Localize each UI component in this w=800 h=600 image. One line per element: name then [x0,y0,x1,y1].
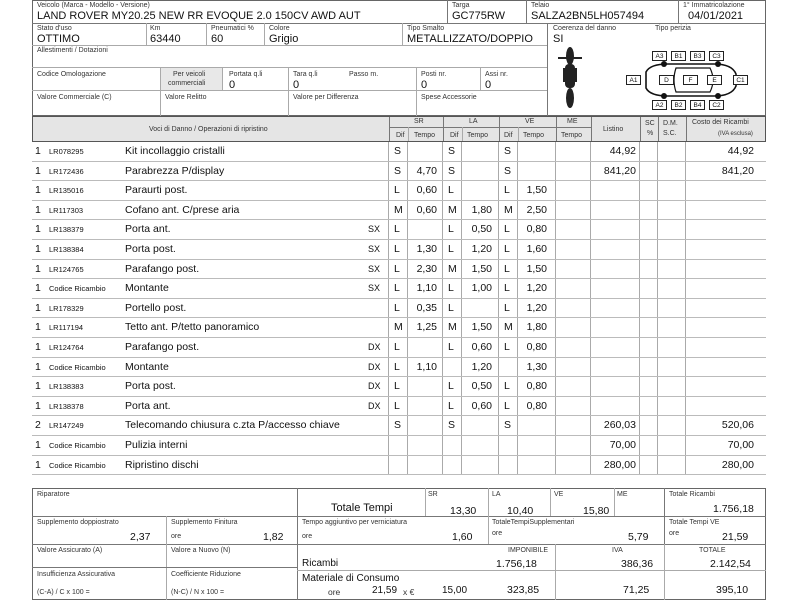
table-row[interactable] [32,201,766,221]
label-total-ve: Totale Tempi VE [669,519,720,526]
table-row[interactable] [32,279,766,299]
item-parts-cost: 44,92 [727,145,754,157]
seats: 0 [421,79,428,91]
item-side: SX [368,263,381,274]
item-code: LR147249 [49,421,84,431]
item-code: LR135016 [49,186,84,196]
item-sr-time: 2,30 [416,262,437,275]
item-ve-time: 1,50 [526,184,547,197]
item-sr-dif: L [394,282,400,295]
cons-iva: 71,25 [623,584,650,596]
item-ve-time: 1,50 [526,262,547,275]
table-row[interactable] [32,318,766,338]
header-la: LA [469,118,478,125]
header-ve-tempo: Tempo [523,132,545,139]
label-ore-supp: ore [492,530,503,537]
item-description: Porta post. [125,380,176,393]
zone-a2[interactable]: A2 [652,100,667,110]
item-la-dif: L [448,301,454,314]
item-qty: 1 [35,262,41,275]
zone-a1[interactable]: A1 [626,75,641,85]
totale: 2.142,54 [710,558,751,570]
condition-paint: METALLIZZATO/DOPPIO [407,33,533,45]
header-sc-pct: % [647,130,654,137]
label-model: Veicolo (Marca - Modello - Versione) [37,2,150,9]
vehicle-registration: 04/01/2021 [688,10,744,22]
label-la-total: LA [492,491,501,498]
label-tires: Pneumatici % [211,25,254,32]
label-supp-total: TotaleTempiSupplementari [492,519,575,526]
items-table-body [32,142,766,475]
item-side: DX [368,341,381,352]
vehicle-model: LAND ROVER MY20.25 NEW RR EVOQUE 2.0 150CV AWD AUT [37,10,361,22]
header-ve-dif: Dif [504,132,513,139]
axles: 0 [485,79,492,91]
label-difference: Valore per Differenza [293,94,359,101]
label-accessories: Spese Accessorie [421,94,477,101]
iva: 386,36 [621,558,654,570]
item-sr-time: 0,60 [416,184,437,197]
item-ve-time: 2,50 [526,203,547,216]
item-code: LR117194 [49,323,84,333]
header-me-tempo: Tempo [561,132,583,139]
item-sr-dif: M [394,321,403,334]
header-voci: Voci di Danno / Operazioni di ripristino [149,126,268,133]
item-side: DX [368,381,381,392]
item-la-dif: M [448,321,457,334]
supp-finish: 1,82 [263,531,284,543]
item-la-dif: S [448,145,456,157]
item-la-dif: L [448,223,454,236]
item-code: LR138379 [49,225,84,235]
label-reduction: Coefficiente Riduzione [171,571,241,578]
item-la-time: 1,20 [471,360,492,373]
item-description: Tetto ant. P/tetto panoramico [125,321,260,334]
item-list-price: 841,20 [603,164,636,177]
condition-km: 63440 [150,33,181,45]
item-ve-time: 0,80 [526,340,547,353]
item-la-dif: L [448,282,454,295]
item-description: Telecomando chiusura c.zta P/accesso chiave [125,419,340,432]
item-sr-time: 0,60 [416,203,437,216]
item-description: Paraurti post. [125,184,188,197]
item-ve-dif: S [504,419,512,432]
item-sr-dif: L [394,301,400,314]
item-la-time: 1,00 [471,282,492,295]
label-fittings: Allestimenti / Dotazioni [37,47,108,54]
item-code: LR124765 [49,264,84,274]
item-list-price: 280,00 [603,458,636,471]
label-ve-total: VE [554,491,564,498]
supp-double: 2,37 [130,531,151,543]
item-description: Portello post. [125,301,187,314]
item-description: Kit incollaggio cristalli [125,145,225,157]
label-totale: TOTALE [699,547,726,554]
item-qty: 1 [35,380,41,393]
item-qty: 1 [35,360,41,373]
item-description: Parafango post. [125,340,200,353]
item-parts-cost: 841,20 [721,164,754,177]
header-dm: D.M. [663,120,678,127]
zone-b1[interactable]: B1 [671,51,686,61]
zone-a3[interactable]: A3 [652,51,667,61]
item-code: LR117303 [49,205,84,215]
item-la-time: 1,20 [471,242,492,255]
item-description: Parabrezza P/display [125,164,225,177]
zone-c2[interactable]: C2 [709,100,724,110]
label-tare: Tara q.li [293,71,318,78]
label-supp-finish: Supplemento Finitura [171,519,238,526]
item-sr-dif: M [394,203,403,216]
item-qty: 1 [35,438,41,451]
item-code: LR078295 [49,147,84,156]
item-ve-time: 1,60 [526,242,547,255]
tare: 0 [293,79,300,91]
item-la-time: 0,50 [471,223,492,236]
item-la-dif: L [448,399,454,412]
item-qty: 1 [35,223,41,236]
table-row[interactable] [32,377,766,397]
item-code: LR172436 [49,166,84,176]
item-sr-dif: S [394,145,402,157]
item-code: Codice Ricambio [49,460,106,470]
item-sr-dif: L [394,380,400,393]
item-ve-dif: L [504,399,510,412]
item-list-price: 44,92 [609,145,636,157]
item-la-dif: L [448,184,454,197]
label-chassis: Telaio [531,2,550,9]
item-code: LR124764 [49,342,84,352]
label-color: Colore [269,25,290,32]
item-side: SX [368,224,381,235]
sr-total: 13,30 [450,505,477,517]
cons-imponibile: 323,85 [507,584,540,596]
item-ve-time: 1,20 [526,301,547,314]
item-la-time: 0,60 [471,399,492,412]
item-ve-dif: L [504,340,510,353]
item-sr-time: 1,10 [416,282,437,295]
item-qty: 1 [35,242,41,255]
supp-total: 5,79 [628,531,649,543]
item-la-time: 1,80 [471,203,492,216]
label-plate: Targa [452,2,470,9]
item-ve-time: 1,30 [526,360,547,373]
item-qty: 2 [35,419,41,432]
label-ore-extra: ore [302,533,313,540]
item-qty: 1 [35,203,41,216]
item-code: Codice Ricambio [49,362,106,372]
item-qty: 1 [35,458,41,471]
header-me: ME [567,118,578,125]
item-la-dif: M [448,203,457,216]
table-row[interactable] [32,181,766,201]
item-qty: 1 [35,164,41,177]
item-sr-dif: L [394,184,400,197]
item-la-time: 1,50 [471,262,492,275]
table-row[interactable] [32,397,766,417]
label-commercial-1: Per veicoli [173,71,206,78]
item-parts-cost: 70,00 [727,438,754,451]
item-ve-time: 1,80 [526,321,547,334]
motorcycle-icon [550,44,590,112]
item-sr-dif: L [394,223,400,236]
zone-c1[interactable]: C1 [733,75,748,85]
item-description: Montante [125,282,169,295]
header-costo-iva: (IVA esclusa) [718,131,753,137]
item-sr-time: 1,10 [416,360,437,373]
label-supp-double: Supplemento doppiostrato [37,519,119,526]
item-la-dif: S [448,419,456,432]
extra-time: 1,60 [452,531,473,543]
item-sr-dif: S [394,164,402,177]
label-capacity: Portata q.li [229,71,263,78]
label-repairer: Riparatore [37,491,70,498]
cons-hours: 21,59 [372,585,398,596]
label-relitto: Valore Relitto [165,94,207,101]
label-axles: Assi nr. [485,71,508,78]
header-la-tempo: Tempo [467,132,489,139]
cons-rate: 15,00 [442,585,468,596]
item-ve-time: 0,80 [526,399,547,412]
item-sr-dif: L [394,262,400,275]
zone-e[interactable]: E [707,75,722,85]
label-commercial-value: Valore Commerciale (C) [37,94,112,101]
label-expertise: Tipo perizia [655,25,691,32]
item-qty: 1 [35,321,41,334]
vehicle-chassis: SALZA2BN5LH057494 [531,10,645,22]
header-listino: Listino [603,126,624,133]
item-parts-cost: 520,06 [721,419,754,432]
item-sr-time: 1,30 [416,242,437,255]
table-row[interactable] [32,436,766,456]
item-code: LR138383 [49,382,84,392]
header-la-dif: Dif [450,132,459,139]
item-list-price: 70,00 [609,438,636,451]
item-la-time: 0,60 [471,340,492,353]
item-sr-time: 1,25 [416,321,437,334]
label-imponibile: IMPONIBILE [508,547,549,554]
label-ore-cons: ore [328,587,341,597]
zone-b2[interactable]: B2 [671,100,686,110]
label-wheelbase: Passo m. [349,71,379,78]
label-paint: Tipo Smalto [407,25,445,32]
total-ve: 21,59 [722,531,749,543]
item-side: SX [368,283,381,294]
item-sr-dif: S [394,419,402,432]
item-side: DX [368,361,381,372]
condition-tires: 60 [211,33,224,45]
label-ricambi: Ricambi [302,558,339,569]
item-description: Porta post. [125,242,176,255]
label-new-value: Valore a Nuovo (N) [171,547,231,554]
item-description: Montante [125,360,169,373]
item-description: Porta ant. [125,223,171,236]
label-km: Km [150,25,161,32]
header-sr-tempo: Tempo [414,132,436,139]
header-sc: SC [645,120,655,127]
item-ve-time: 0,80 [526,380,547,393]
label-ore-finish: ore [171,533,182,540]
table-row[interactable] [32,416,766,436]
item-parts-cost: 280,00 [721,458,754,471]
item-ve-dif: L [504,380,510,393]
item-code: LR138378 [49,401,84,411]
label-extra-time: Tempo aggiuntivo per verniciatura [302,519,408,526]
header-ve: VE [525,118,535,125]
item-qty: 1 [35,145,41,157]
label-seats: Posti nr. [421,71,447,78]
item-code: LR138384 [49,244,84,254]
imponibile: 1.756,18 [496,558,537,570]
item-qty: 1 [35,340,41,353]
item-sr-dif: L [394,360,400,373]
table-row[interactable] [32,338,766,358]
condition-state: OTTIMO [37,33,80,45]
item-ve-dif: L [504,223,510,236]
item-qty: 1 [35,282,41,295]
table-row[interactable] [32,456,766,476]
item-qty: 1 [35,301,41,314]
item-ve-dif: L [504,242,510,255]
item-ve-time: 1,20 [526,282,547,295]
table-row[interactable] [32,240,766,260]
item-side: DX [368,400,381,411]
label-insured-value: Valore Assicurato (A) [37,547,103,554]
item-code: Codice Ricambio [49,284,106,294]
items-table-header [32,116,766,142]
ve-total: 15,80 [583,505,610,517]
item-ve-dif: M [504,321,513,334]
item-la-dif: M [448,262,457,275]
item-sr-time: 0,35 [416,301,437,314]
item-code: LR178329 [49,303,84,313]
vehicle-plate: GC775RW [452,10,505,22]
item-ve-dif: S [504,164,512,177]
total-parts: 1.756,18 [713,503,754,515]
item-la-time: 1,50 [471,321,492,334]
table-row[interactable] [32,162,766,182]
zone-b3[interactable]: B3 [690,51,705,61]
item-la-dif: S [448,164,456,177]
label-coherence: Coerenza del danno [553,25,617,32]
cons-totale: 395,10 [716,584,749,596]
condition-coherence: SI [553,33,564,45]
header-sr-dif: Dif [396,132,405,139]
table-row[interactable] [32,142,766,162]
item-ve-dif: L [504,262,510,275]
label-ore-ve: ore [669,530,680,537]
item-ve-dif: M [504,203,513,216]
table-row[interactable] [32,358,766,378]
item-ve-time: 0,80 [526,223,547,236]
item-la-dif: L [448,340,454,353]
zone-c3[interactable]: C3 [709,51,724,61]
label-commercial-2: commerciali [168,80,206,87]
label-x-euro: x € [403,587,415,597]
item-side: SX [368,243,381,254]
item-la-dif: L [448,242,454,255]
label-sr-total: SR [428,491,438,498]
item-la-time: 0,50 [471,380,492,393]
zone-d[interactable]: D [659,75,674,85]
item-ve-dif: S [504,145,512,157]
item-sr-time: 4,70 [416,164,437,177]
item-description: Cofano ant. C/prese aria [125,203,240,216]
item-sr-dif: L [394,399,400,412]
table-row[interactable] [32,220,766,240]
la-total: 10,40 [507,505,534,517]
label-me-total: ME [617,491,628,498]
item-qty: 1 [35,184,41,197]
label-state: Stato d'uso [37,25,72,32]
item-qty: 1 [35,399,41,412]
label-total-times: Totale Tempi [331,502,393,514]
zone-f[interactable]: F [683,75,698,85]
item-ve-dif: L [504,184,510,197]
item-ve-dif: L [504,282,510,295]
item-description: Ripristino dischi [125,458,199,471]
label-consumables: Materiale di Consumo [302,573,400,584]
item-description: Pulizia interni [125,438,188,451]
header-costo: Costo dei Ricambi [692,119,749,126]
zone-b4[interactable]: B4 [690,100,705,110]
capacity: 0 [229,79,236,91]
label-insufficiency: Insufficienza Assicurativa [37,571,116,578]
header-sr: SR [414,118,424,125]
table-row[interactable] [32,260,766,280]
header-dm-sc: S.C. [663,130,677,137]
label-total-parts: Totale Ricambi [669,491,715,498]
item-description: Porta ant. [125,399,171,412]
formula-c: (C-A) / C x 100 = [37,589,90,596]
item-sr-dif: L [394,340,400,353]
item-list-price: 260,03 [603,419,636,432]
label-homologation: Codice Omologazione [37,71,106,78]
label-iva: IVA [612,547,623,554]
table-row[interactable] [32,299,766,319]
item-description: Parafango post. [125,262,200,275]
item-ve-dif: L [504,301,510,314]
item-code: Codice Ricambio [49,440,106,450]
item-sr-dif: L [394,242,400,255]
formula-n: (N-C) / N x 100 = [171,589,225,596]
condition-color: Grigio [269,33,299,45]
item-la-dif: L [448,380,454,393]
label-registration: 1° Immatricolazione [683,2,745,9]
